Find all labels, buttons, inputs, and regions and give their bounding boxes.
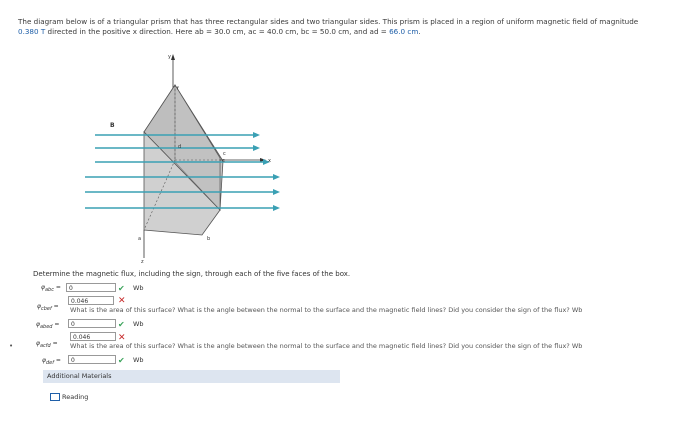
cross-icon: ✕ [118,296,126,306]
label-x: x [268,158,271,164]
question-text: Determine the magnetic flux, including the sign, through each of the five faces of the box. [33,270,351,278]
check-icon: ✔ [118,356,125,365]
flux-input-abed[interactable]: 0 [68,319,116,328]
check-icon: ✔ [118,320,125,329]
flux-label-def: $\varphi_{def}$ = [42,357,61,367]
problem-statement: The diagram below is of a triangular prism that has three rectangular sides and two triangular sides. This prism is placed in a region of uniform magnetic field of magnitude 0.380 T directed in the positive x direction. Here ab = 30.0 cm, ac = 40.0 cm, bc = 50.0 cm, and ad = 66.0 cm. [18,17,639,36]
feedback-acfd: What is the area of this surface? What is the angle between the normal to the surface and the magnetic field lines? Did you consider the sign of the flux? Wb [70,342,583,350]
svg-text:f: f [177,86,179,92]
additional-materials-header: Additional Materials [43,370,340,383]
flux-label-abc: $\varphi_{abc}$ = [41,284,61,294]
book-icon [50,393,60,401]
unit-label: Wb [133,320,144,328]
unit-label: Wb [133,356,144,364]
flux-label-cbef: $\varphi_{cbef}$ = [37,303,59,313]
check-icon: ✔ [118,284,125,293]
unit-label: Wb [133,284,144,292]
svg-text:a: a [138,236,142,242]
cross-icon: ✕ [118,333,126,343]
flux-label-abed: $\varphi_{abed}$ = [36,321,60,331]
reading-label: Reading [62,393,89,401]
reading-link[interactable] [50,393,88,401]
label-z: z [141,259,144,265]
label-y: y [168,54,171,60]
svg-text:d: d [178,144,182,150]
flux-label-acfd: $\varphi_{acfd}$ = [36,340,58,350]
svg-text:e: e [222,158,226,164]
problem-text-2: directed in the positive x direction. Here ab = 30.0 cm, ac = 40.0 cm, bc = 50.0 cm, and ad = [45,27,390,36]
field-magnitude: 0.380 T [18,27,46,36]
ad-length: 66.0 cm [389,27,419,36]
svg-text:b: b [207,236,211,242]
flux-input-cbef[interactable]: 0.046 [68,296,114,305]
flux-input-abc[interactable]: 0 [66,283,116,292]
label-field-B: B [110,122,115,129]
flux-input-def[interactable]: 0 [68,355,116,364]
svg-text:c: c [223,151,226,157]
prism-diagram [80,50,290,265]
flux-input-acfd[interactable]: 0.046 [70,332,116,341]
problem-text-1: The diagram below is of a triangular prism that has three rectangular sides and two triangular sides. This prism is placed in a region of uniform magnetic field of magnitude [18,17,639,26]
feedback-cbef: What is the area of this surface? What is the angle between the normal to the surface and the magnetic field lines? Did you consider the sign of the flux? Wb [70,306,583,314]
